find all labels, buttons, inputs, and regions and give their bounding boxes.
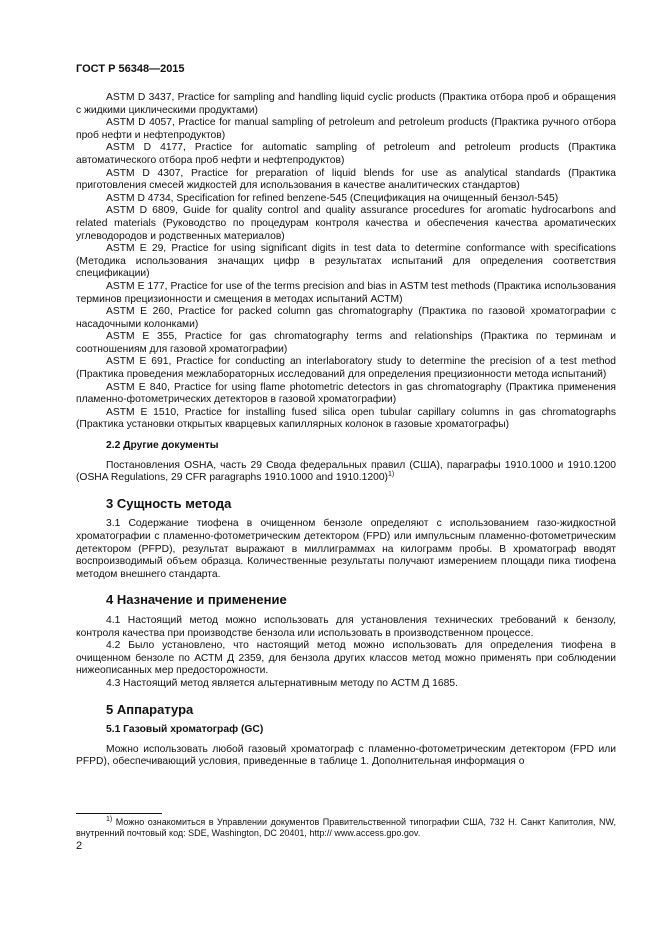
subsection-5-1-title: 5.1 Газовый хроматограф (GC) [106, 724, 264, 736]
footnote-mark: 1) [106, 816, 113, 823]
reference-item: ASTM D 4057, Practice for manual sampling of petroleum and petroleum products (Практика ручного отбора проб нефти и нефтепродуктов) [76, 117, 616, 141]
document-body [76, 92, 616, 769]
section-5-1-text: Можно использовать любой газовый хроматограф с пламенно-фотометрическим детектором (FPD или PFPD), обеспечивающий условия, приведенные в таблице 1. Дополнительная информация о [76, 743, 616, 768]
reference-item: ASTM E 691, Practice for conducting an interlaboratory study to determine the precision of a test method (Практика проведения межлабораторных исследований для определения прецизионности метода испытаний) [76, 356, 616, 381]
reference-item: ASTM E 355, Practice for gas chromatography terms and relationships (Практика по терминам и соотношениям для газовой хроматографии) [76, 331, 616, 355]
footnote-divider [76, 813, 162, 814]
osha-text: Постановления OSHA, часть 29 Свода федеральных правил (США), параграфы 1910.1000 и 1910.1200 (OSHA Regulations, 29 CFR paragraphs 1910.1000 and 1910.1200) [76, 459, 616, 484]
reference-item: ASTM D 4734, Specification for refined benzene-545 (Спецификация на очищенный бензол-545) [106, 192, 559, 204]
reference-item: ASTM E 840, Practice for using flame photometric detectors in gas chromatography (Практика применения пламенно-фотометрических детекторов в газовой хроматографии) [76, 381, 616, 406]
reference-item: ASTM E 29, Practice for using significant digits in test data to determine conformance with specifications (Методика использования значащих цифр в результатах испытаний для определения соответствия спецификации) [76, 243, 616, 280]
reference-item: ASTM E 177, Practice for use of the terms precision and bias in ASTM test methods (Практика использования терминов прецизионности и смещения в методах испытаний АСТМ) [76, 280, 616, 305]
page-number: 2 [76, 840, 83, 852]
reference-item: ASTM D 6809, Guide for quality control and quality assurance procedures for aromatic hydrocarbons and related materials (Руководство по процедурам контроля качества и обеспечения качества ароматических углеводородов и родственных материалов) [76, 205, 616, 242]
footnote-reference: 1) [387, 471, 395, 479]
section-5-title: 5 Аппаратура [106, 701, 194, 717]
document-header: ГОСТ Р 56348—2015 [76, 63, 185, 75]
reference-item: ASTM D 4307, Practice for preparation of liquid blends for use as analytical standards (Практика приготовления смесей жидкостей для использования в качестве аналитических стандартов) [76, 167, 616, 192]
section-4-title: 4 Назначение и применение [106, 592, 287, 608]
subsection-2-2-title: 2.2 Другие документы [106, 440, 219, 452]
section-4-2-text: 4.2 Было установлено, что настоящий метод можно использовать для определения тиофена в очищенном бензоле по АСТМ Д 2359, для бензола других классов метод можно применять при соблюдении нижеописанных мер предосторожности. [76, 640, 616, 677]
section-3-title: 3 Сущность метода [106, 495, 232, 511]
reference-item: ASTM D 3437, Practice for sampling and handling liquid cyclic products (Практика отбора проб и обращения с жидкими циклическими продуктами) [76, 92, 616, 116]
subsection-2-2-text [76, 460, 616, 485]
footnote-text: Можно ознакомиться в Управлении документов Правительственной типографии США, 732 Н. Санкт Капитолия, NW, внутренний почтовый код: SDE, Washington, DC 20401, http:// www.access.gpo.gov. [76, 817, 616, 838]
reference-item: ASTM E 260, Practice for packed column gas chromatography (Практика по газовой хроматографии с насадочными колонками) [76, 306, 616, 330]
reference-item: ASTM D 4177, Practice for automatic sampling of petroleum and petroleum products (Практика автоматического отбора проб нефти и нефтепродуктов) [76, 142, 616, 166]
section-3-1-text: 3.1 Содержание тиофена в очищенном бензоле определяют с использованием газо-жидкостной хроматографии с пламенно-фотометрическим детектором (FPD) или импульсным пламенно-фотометрическим детектором (PFPD), результат выражают в миллиграммах на килограмм пробы. В хроматограф вводят воспроизводимый объем образца. Количественные результаты получают измерением площади пика тиофена методом внешнего стандарта. [76, 518, 616, 580]
footnote [76, 817, 616, 839]
section-4-1-text: 4.1 Настоящий метод можно использовать для установления технических требований к бензолу, контроля качества при производстве бензола или использовать в производственном процессе. [76, 614, 616, 639]
section-4-3-text: 4.3 Настоящий метод является альтернативным методу по АСТМ Д 1685. [106, 677, 458, 689]
reference-item: ASTM E 1510, Practice for installing fused silica open tubular capillary columns in gas chromatographs (Практика установки открытых кварцевых капиллярных колонок в газовые хроматографы) [76, 406, 616, 431]
